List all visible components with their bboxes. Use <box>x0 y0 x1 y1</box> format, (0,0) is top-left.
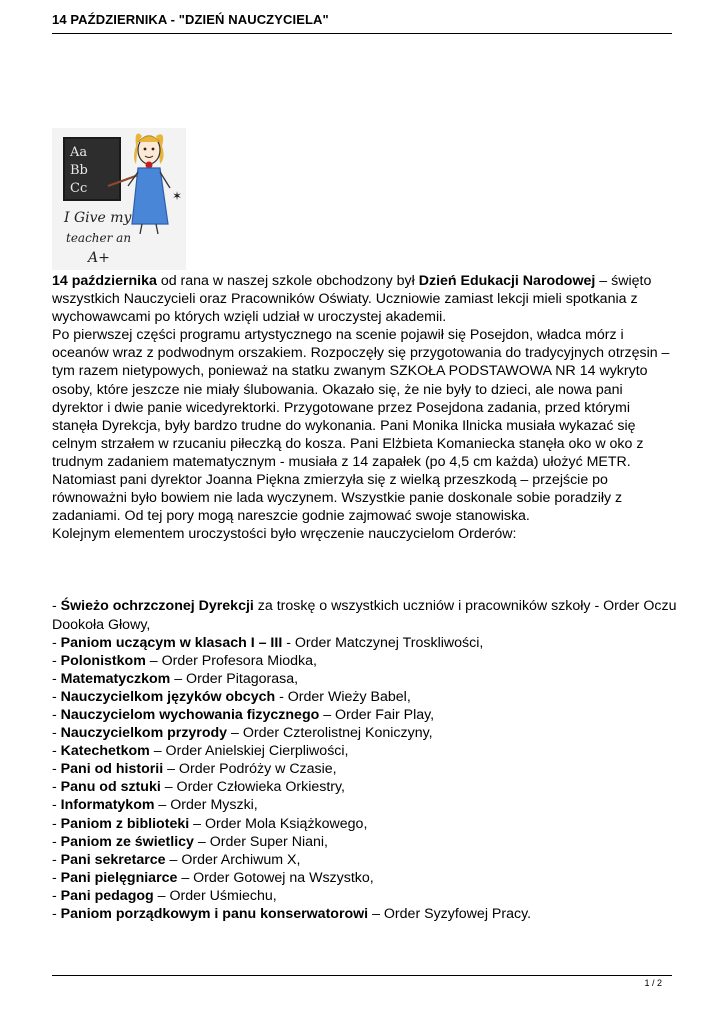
caption-line-2: teacher an <box>66 231 132 245</box>
ceremony-paragraph: Po pierwszej części programu artystycznego na scenie pojawił się Posejdon, władca mórz i oceanów wraz z podwodnym orszakiem. Rozpoczęły się przygotowania do tradycyjnych otrzęsin – tym razem nietypowych, ponieważ na statku zwanym SZKOŁA PODSTAWOWA NR 14 wykryto osoby, które jeszcze nie miały ślubowania. Okazało się, że nie były to dzieci, ale nowa pani dyrektor i dwie panie wicedyrektorki. Przygotowane przez Posejdona zadania, przed którymi stanęła Dyrekcja, były bardzo trudne do wykonania. Pani Monika Ilnicka musiała wykazać się celnym strzałem w rzucaniu piłeczką do kosza. Pani Elżbieta Komaniecka stanęła oko w oko z trudnym zadaniem matematycznym - musiała z 14 zapałek (po 4,5 cm każda) ułożyć METR. Natomiast pani dyrektor Joanna Piękna zmierzyła się z wielką przeszkodą – przejście po równoważni było bowiem nie lada wyczynem. Wszystkie panie doskonale sobie poradziły z zadaniami. Od tej pory mogą nareszcie godnie zajmować swoje stanowiska. <box>52 327 670 525</box>
grade-a-plus: A+ <box>88 250 110 266</box>
list-item: - Polonistkom – Order Profesora Miodka, <box>52 652 317 669</box>
article-body <box>52 272 677 923</box>
list-item: - Katechetkom – Order Anielskiej Cierpliwości, <box>52 743 349 760</box>
intro-holiday: Dzień Edukacji Narodowej <box>418 273 596 289</box>
list-item: - Nauczycielom wychowania fizycznego – Order Fair Play, <box>52 706 435 723</box>
list-item: - Pani od historii – Order Podróży w Czasie, <box>52 761 337 778</box>
list-item: - Paniom z biblioteki – Order Mola Książkowego, <box>52 815 368 832</box>
board-letter-c: Cc <box>70 181 88 196</box>
page-number: 1 / 2 <box>644 978 662 988</box>
intro-text-1: od rana w naszej szkole obchodzony był <box>156 273 419 289</box>
list-item: - Paniom uczącym w klasach I – III - Order Matczynej Troskliwości, <box>52 634 484 651</box>
caption-line-1: I Give my <box>64 210 132 226</box>
list-item: - Pani pielęgniarce – Order Gotowej na Wszystko, <box>52 869 374 886</box>
list-item: - Paniom porządkowym i panu konserwatorowi – Order Syzyfowej Pracy. <box>52 906 532 922</box>
board-letter-a: Aa <box>70 145 88 160</box>
teacher-illustration <box>52 128 186 270</box>
orders-list <box>52 597 677 923</box>
sparkle-icon: ✶ <box>172 189 183 203</box>
list-item: - Pani pedagog – Order Uśmiechu, <box>52 887 277 904</box>
list-item: - Nauczycielkom przyrody – Order Czterolistnej Koniczyny, <box>52 725 433 742</box>
list-item: - Paniom ze świetlicy – Order Super Niani, <box>52 833 328 850</box>
intro-date: 14 października <box>52 273 157 289</box>
list-item: - Panu od sztuki – Order Człowieka Orkiestry, <box>52 779 345 796</box>
document-title: 14 PAŹDZIERNIKA - "DZIEŃ NAUCZYCIELA" <box>52 12 329 27</box>
intro-paragraph <box>52 272 677 326</box>
list-item: - Pani sekretarce – Order Archiwum X, <box>52 851 301 868</box>
board-letter-b: Bb <box>70 163 88 178</box>
list-item: - Informatykom – Order Myszki, <box>52 797 258 814</box>
footer-divider <box>52 975 672 976</box>
intro-text-2: – święto wszystkich Nauczycieli oraz Pracowników Oświaty. Uczniowie zamiast lekcji mieli spotkania z wychowawcami po których wzięli udział w uroczystej akademii. <box>52 273 652 326</box>
list-item: - Matematyczkom – Order Pitagorasa, <box>52 670 299 687</box>
list-item: - Nauczycielkom języków obcych - Order Wieży Babel, <box>52 688 411 705</box>
teacher-cartoon-image <box>52 128 186 270</box>
orders-intro-paragraph: Kolejnym elementem uroczystości było wręczenie nauczycielom Orderów: <box>52 526 517 543</box>
list-item: - Świeżo ochrzczonej Dyrekcji za troskę o wszystkich uczniów i pracowników szkoły - Order Oczu Dookoła Głowy, <box>52 598 677 633</box>
document-header <box>52 12 672 34</box>
